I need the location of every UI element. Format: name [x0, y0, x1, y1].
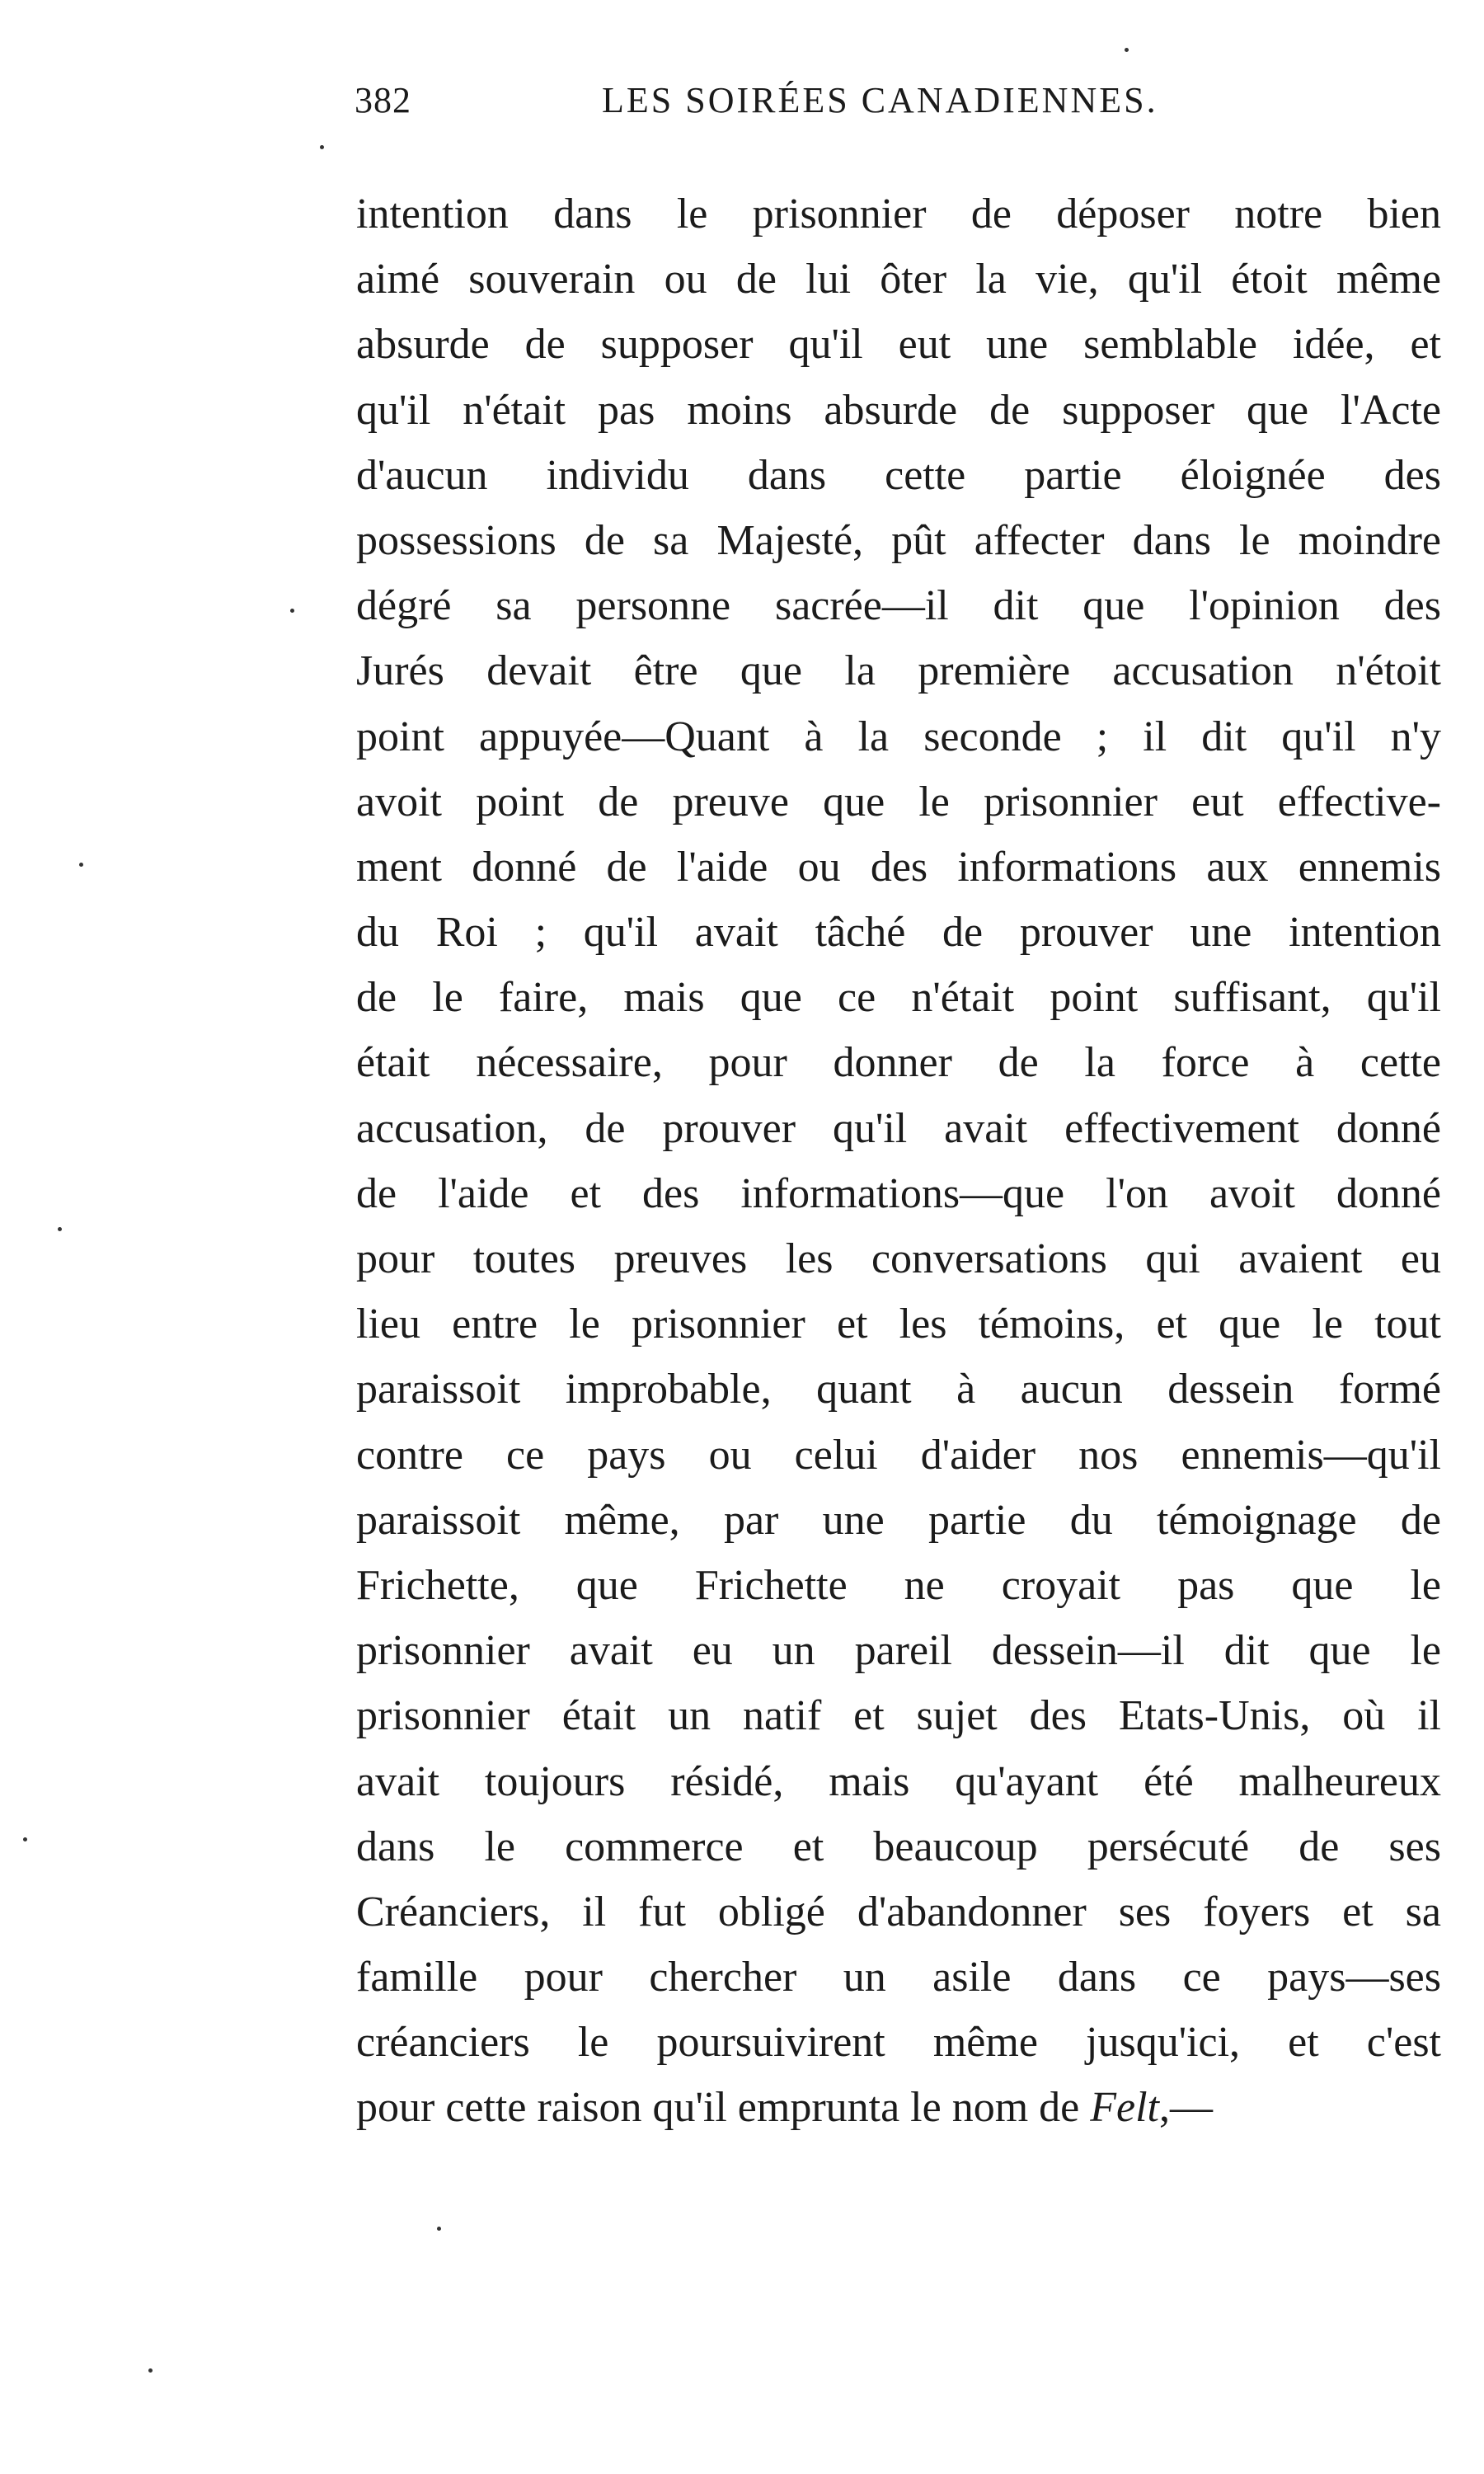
print-speck [23, 1837, 27, 1841]
text-line: avait toujours résidé, mais qu'ayant été malheureux [356, 1757, 1441, 1805]
running-head [355, 79, 1435, 129]
text-line: absurde de supposer qu'il eut une semblable idée, et [356, 321, 1441, 369]
page-number: 382 [355, 80, 411, 120]
text-line: point appuyée—Quant à la seconde ; il dit qu'il n'y [356, 713, 1441, 760]
text-line-last [356, 2075, 1441, 2140]
text-line: du Roi ; qu'il avait tâché de prouver une intention [356, 909, 1441, 957]
text-line: paraissoit improbable, quant à aucun dessein formé [356, 1366, 1441, 1413]
text-line: prisonnier était un natif et sujet des Etats-Unis, où il [356, 1692, 1441, 1740]
text-line: contre ce pays ou celui d'aider nos ennemis—qu'il [356, 1431, 1441, 1479]
text-line: prisonnier avait eu un pareil dessein—il dit que le [356, 1627, 1441, 1675]
text-line: Jurés devait être que la première accusation n'étoit [356, 647, 1441, 695]
text-line: avoit point de preuve que le prisonnier eut effective- [356, 778, 1441, 825]
text-line: dans le commerce et beaucoup persécuté de ses [356, 1823, 1441, 1870]
body-text [356, 181, 1441, 2141]
text-line: paraissoit même, par une partie du témoignage de [356, 1496, 1441, 1544]
print-speck [1125, 48, 1129, 52]
text-line: était nécessaire, pour donner de la force à cette [356, 1039, 1441, 1087]
text-line: intention dans le prisonnier de déposer notre bien [356, 190, 1441, 238]
last-line-tail: ,— [1158, 2084, 1213, 2132]
text-line: lieu entre le prisonnier et les témoins, et que le tout [356, 1300, 1441, 1348]
print-speck [79, 863, 83, 867]
last-line-lead: pour cette raison qu'il emprunta le nom de [356, 2084, 1091, 2132]
text-line: famille pour chercher un asile dans ce pays—ses [356, 1954, 1441, 2001]
text-line: ment donné de l'aide ou des informations aux ennemis [356, 843, 1441, 891]
print-speck [148, 2368, 153, 2373]
text-line: pour toutes preuves les conversations qui avaient eu [356, 1235, 1441, 1282]
text-line: Frichette, que Frichette ne croyait pas que le [356, 1561, 1441, 1609]
italic-name: Felt [1090, 2084, 1159, 2132]
running-title: LES SOIRÉES CANADIENNES. [602, 80, 1158, 120]
text-line: aimé souverain ou de lui ôter la vie, qu'il étoit même [356, 256, 1441, 303]
print-speck [290, 609, 294, 613]
text-line: possessions de sa Majesté, pût affecter dans le moindre [356, 516, 1441, 564]
text-line: accusation, de prouver qu'il avait effectivement donné [356, 1104, 1441, 1152]
print-speck [58, 1227, 62, 1231]
text-line: Créanciers, il fut obligé d'abandonner ses foyers et sa [356, 1888, 1441, 1935]
text-line: créanciers le poursuivirent même jusqu'ici, et c'est [356, 2019, 1441, 2067]
text-line: qu'il n'était pas moins absurde de supposer que l'Acte [356, 386, 1441, 434]
print-speck [320, 145, 324, 149]
text-line: dégré sa personne sacrée—il dit que l'opinion des [356, 582, 1441, 630]
text-line: d'aucun individu dans cette partie éloignée des [356, 451, 1441, 499]
text-line: de le faire, mais que ce n'était point suffisant, qu'il [356, 974, 1441, 1022]
print-speck [437, 2227, 441, 2231]
text-line: de l'aide et des informations—que l'on avoit donné [356, 1169, 1441, 1217]
